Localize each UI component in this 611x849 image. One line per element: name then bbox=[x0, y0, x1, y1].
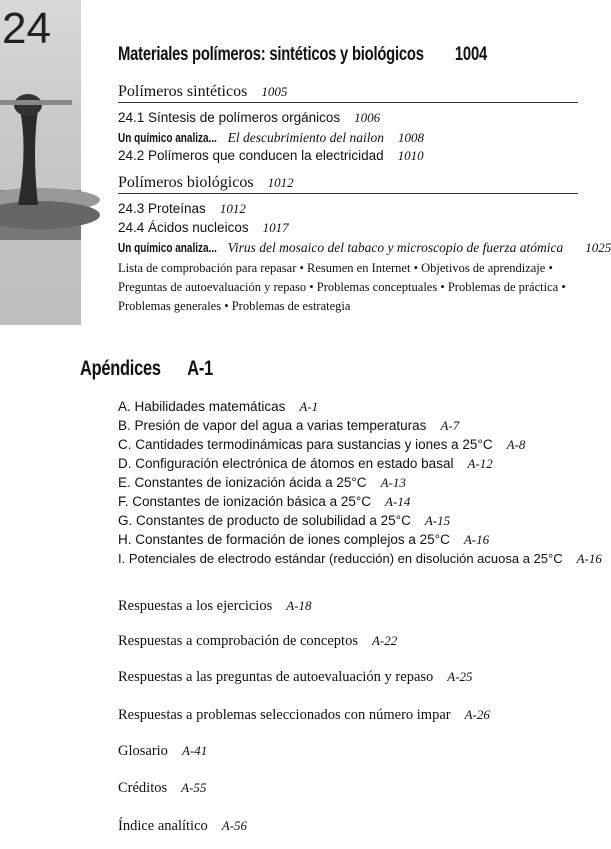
chapter-features-line: Preguntas de autoevaluación y repaso • Problemas conceptuales • Problemas de práctica • bbox=[118, 280, 566, 294]
item-page: A-14 bbox=[385, 494, 411, 509]
item-page: 1025 bbox=[585, 240, 611, 255]
back-respuestas-preguntas[interactable] bbox=[118, 669, 473, 686]
chapter-features-line: Lista de comprobación para repasar • Resumen en Internet • Objetivos de aprendizaje • bbox=[118, 261, 553, 275]
item-label: B. Presión de vapor del agua a varias temperaturas bbox=[118, 418, 427, 433]
chapter-title[interactable] bbox=[118, 44, 487, 66]
item-label: Respuestas a problemas seleccionados con número impar bbox=[118, 707, 451, 723]
item-page: A-15 bbox=[424, 513, 451, 528]
item-label: Virus del mosaico del tabaco y microscopio de fuerza atómica bbox=[227, 240, 564, 255]
item-label: H. Constantes de formación de iones complejos a 25°C bbox=[118, 532, 450, 547]
item-page: A-56 bbox=[221, 818, 248, 833]
item-label: C. Cantidades termodinámicas para sustancias y iones a 25°C bbox=[118, 437, 493, 452]
back-creditos[interactable] bbox=[118, 780, 206, 797]
item-label: 24.4 Ácidos nucleicos bbox=[118, 220, 249, 235]
item-label: G. Constantes de producto de solubilidad a 25°C bbox=[118, 513, 411, 528]
section-rule bbox=[118, 193, 578, 194]
appendix-item-e[interactable] bbox=[118, 475, 406, 491]
section-page: 1012 bbox=[267, 175, 294, 190]
item-label: El descubrimiento del nailon bbox=[227, 130, 384, 145]
item-label: A. Habilidades matemáticas bbox=[118, 399, 286, 414]
back-respuestas-ejercicios[interactable] bbox=[118, 598, 312, 615]
appendix-item-i[interactable] bbox=[118, 551, 602, 567]
appendix-page: A-1 bbox=[187, 357, 213, 380]
section-title: Polímeros sintéticos bbox=[118, 83, 248, 100]
section-title: Polímeros biológicos bbox=[118, 174, 254, 191]
item-label: 24.1 Síntesis de polímeros orgánicos bbox=[118, 110, 341, 125]
item-label: 24.3 Proteínas bbox=[118, 201, 206, 216]
item-page: A-13 bbox=[380, 475, 406, 490]
item-label: D. Configuración electrónica de átomos en estado basal bbox=[118, 456, 454, 471]
section-rule bbox=[118, 102, 578, 103]
item-page: A-8 bbox=[506, 437, 526, 452]
item-label: Respuestas a las preguntas de autoevaluación y repaso bbox=[118, 669, 434, 685]
item-page: A-7 bbox=[440, 418, 460, 433]
chapter-number: 24 bbox=[2, 4, 51, 53]
toc-item-24-2[interactable] bbox=[118, 148, 424, 164]
chapter-features-line: Problemas generales • Problemas de estrategia bbox=[118, 299, 351, 313]
chapter-title-text: Materiales polímeros: sintéticos y biológicos bbox=[118, 44, 424, 65]
item-label: Glosario bbox=[118, 743, 168, 759]
appendix-item-h[interactable] bbox=[118, 532, 489, 548]
toc-item-feature-virus[interactable] bbox=[118, 239, 611, 257]
feature-prefix: Un químico analiza... bbox=[118, 241, 217, 255]
item-label: E. Constantes de ionización ácida a 25°C bbox=[118, 475, 367, 490]
item-page: A-41 bbox=[181, 743, 208, 758]
toc-item-24-3[interactable] bbox=[118, 201, 246, 217]
item-label: I. Potenciales de electrodo estándar (reducción) en disolución acuosa a 25°C bbox=[118, 551, 563, 566]
back-respuestas-conceptos[interactable] bbox=[118, 633, 397, 650]
toc-item-24-4[interactable] bbox=[118, 220, 289, 236]
toc-item-feature-nailon[interactable] bbox=[118, 129, 424, 147]
item-label: Índice analítico bbox=[118, 818, 208, 834]
section-polimeros-sinteticos[interactable] bbox=[118, 83, 287, 101]
appendix-item-g[interactable] bbox=[118, 513, 450, 529]
item-page: A-16 bbox=[576, 551, 602, 566]
back-glosario[interactable] bbox=[118, 743, 207, 760]
item-label: 24.2 Polímeros que conducen la electricidad bbox=[118, 148, 384, 163]
section-polimeros-biologicos[interactable] bbox=[118, 174, 294, 192]
item-page: A-55 bbox=[181, 780, 207, 795]
item-page: A-16 bbox=[463, 532, 490, 547]
appendix-title-text: Apéndices bbox=[80, 357, 161, 380]
item-page: A-18 bbox=[286, 598, 312, 613]
item-page: 1008 bbox=[398, 130, 424, 145]
chapter-page: 1004 bbox=[454, 44, 487, 65]
item-label: Respuestas a comprobación de conceptos bbox=[118, 633, 358, 649]
feature-prefix: Un químico analiza... bbox=[118, 131, 217, 145]
back-respuestas-problemas[interactable] bbox=[118, 707, 490, 724]
item-page: A-26 bbox=[464, 707, 490, 722]
item-label: Respuestas a los ejercicios bbox=[118, 598, 273, 614]
appendix-title[interactable] bbox=[80, 357, 213, 381]
back-indice[interactable] bbox=[118, 818, 247, 835]
chapter-photo bbox=[0, 0, 81, 325]
item-page: A-25 bbox=[447, 669, 473, 684]
section-page: 1005 bbox=[261, 84, 288, 99]
item-page: 1012 bbox=[219, 201, 246, 216]
appendix-item-c[interactable] bbox=[118, 437, 525, 453]
item-label: F. Constantes de ionización básica a 25°C bbox=[118, 494, 372, 509]
item-page: 1006 bbox=[354, 110, 381, 125]
item-label: Créditos bbox=[118, 780, 168, 796]
toc-item-24-1[interactable] bbox=[118, 110, 380, 126]
item-page: A-1 bbox=[299, 399, 319, 414]
appendix-item-b[interactable] bbox=[118, 418, 459, 434]
item-page: 1010 bbox=[397, 148, 424, 163]
appendix-item-f[interactable] bbox=[118, 494, 410, 510]
appendix-item-d[interactable] bbox=[118, 456, 493, 472]
item-page: A-22 bbox=[371, 633, 398, 648]
item-page: A-12 bbox=[467, 456, 493, 471]
item-page: 1017 bbox=[262, 220, 289, 235]
appendix-item-a[interactable] bbox=[118, 399, 318, 415]
